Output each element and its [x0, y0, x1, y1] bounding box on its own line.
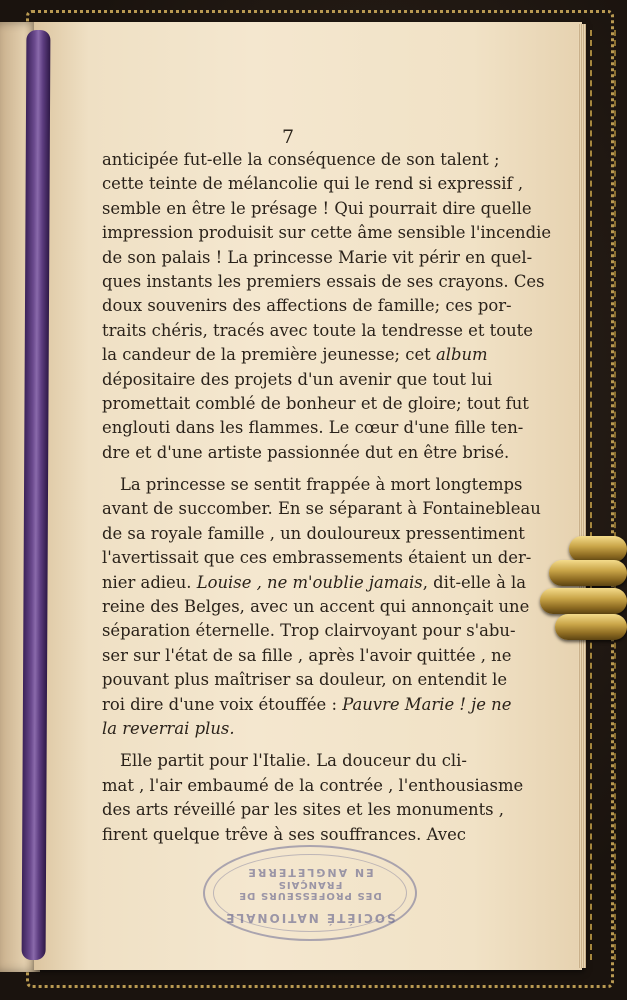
text-line: promettait comblé de bonheur et de gloire; tout fut	[102, 393, 529, 413]
page-number: 7	[281, 126, 295, 148]
paragraph-2	[102, 473, 541, 741]
stamp-text: EN ANGLETERRE	[246, 866, 374, 879]
text-line: mat , l'air embaumé de la contrée , l'enthousiasme	[102, 775, 524, 795]
italic-quote-marie: Pauvre Marie ! je ne	[342, 694, 512, 714]
text-line: dre et d'une artiste passionnée dut en être brisé.	[102, 442, 510, 462]
library-stamp	[203, 845, 417, 941]
gilt-edge-tooling	[590, 30, 616, 960]
text-line: séparation éternelle. Trop clairvoyant pour s'abu-	[102, 621, 516, 641]
page-text	[102, 148, 552, 847]
text-line: reine des Belges, avec un accent qui annonçait une	[102, 597, 530, 617]
text-line: des arts réveillé par les sites et les monuments ,	[102, 800, 504, 820]
italic-quote-louise: Louise , ne m'oublie jamais	[196, 572, 423, 592]
brass-clasp	[540, 532, 627, 642]
text-line: pouvant plus maîtriser sa douleur, on entendit le	[102, 670, 508, 690]
text-line	[102, 343, 488, 367]
text-line	[102, 693, 512, 717]
text-line: impression produisit sur cette âme sensible l'incendie	[102, 223, 552, 243]
text-segment: roi dire d'une voix étouffée :	[102, 694, 337, 714]
paragraph-1	[102, 148, 552, 465]
bookmark-ribbon	[22, 30, 51, 960]
text-line: Elle partit pour l'Italie. La douceur du cli-	[120, 751, 467, 771]
text-line: La princesse se sentit frappée à mort longtemps	[120, 475, 523, 495]
text-line: ques instants les premiers essais de ses crayons. Ces	[102, 271, 545, 291]
text-line: firent quelque trêve à ses souffrances. Avec	[102, 824, 466, 844]
text-line: traits chéris, tracés avec toute la tendresse et toute	[102, 320, 533, 340]
text-line	[102, 717, 466, 741]
text-line: doux souvenirs des affections de famille; ces por-	[102, 296, 512, 316]
text-line: semble en être le présage ! Qui pourrait dire quelle	[102, 198, 532, 218]
stamp-text: DES PROFESSEURS DE FRANÇAIS	[238, 879, 382, 901]
clasp-bar	[540, 588, 627, 614]
italic-word-album: album	[435, 345, 488, 365]
text-line: anticipée fut-elle la conséquence de son talent ;	[102, 150, 500, 169]
text-line: dépositaire des projets d'un avenir que tout lui	[102, 369, 493, 389]
text-segment: la candeur de la première jeunesse; cet	[102, 345, 431, 365]
italic-quote-marie-end: la reverrai plus.	[102, 718, 235, 738]
page-stack-edge	[578, 24, 586, 968]
text-line: englouti dans les flammes. Le cœur d'une fille ten-	[102, 418, 524, 438]
text-line: avant de succomber. En se séparant à Fontainebleau	[102, 499, 541, 519]
text-line: cette teinte de mélancolie qui le rend si expressif ,	[102, 174, 524, 194]
stamp-text: SOCIÉTÉ NATIONALE	[224, 911, 396, 925]
clasp-bar	[549, 560, 627, 586]
paragraph-3	[102, 749, 524, 847]
text-line: ser sur l'état de sa fille , après l'avoir quittée , ne	[102, 645, 512, 665]
text-line: de son palais ! La princesse Marie vit périr en quel-	[102, 247, 533, 267]
clasp-bar	[569, 536, 627, 562]
text-line	[102, 571, 527, 595]
text-line: l'avertissait que ces embrassements étaient un der-	[102, 548, 532, 568]
text-segment: nier adieu.	[102, 572, 192, 592]
clasp-bar	[555, 614, 627, 640]
text-line: de sa royale famille , un douloureux pressentiment	[102, 523, 525, 543]
text-segment: , dit-elle à la	[422, 572, 527, 592]
